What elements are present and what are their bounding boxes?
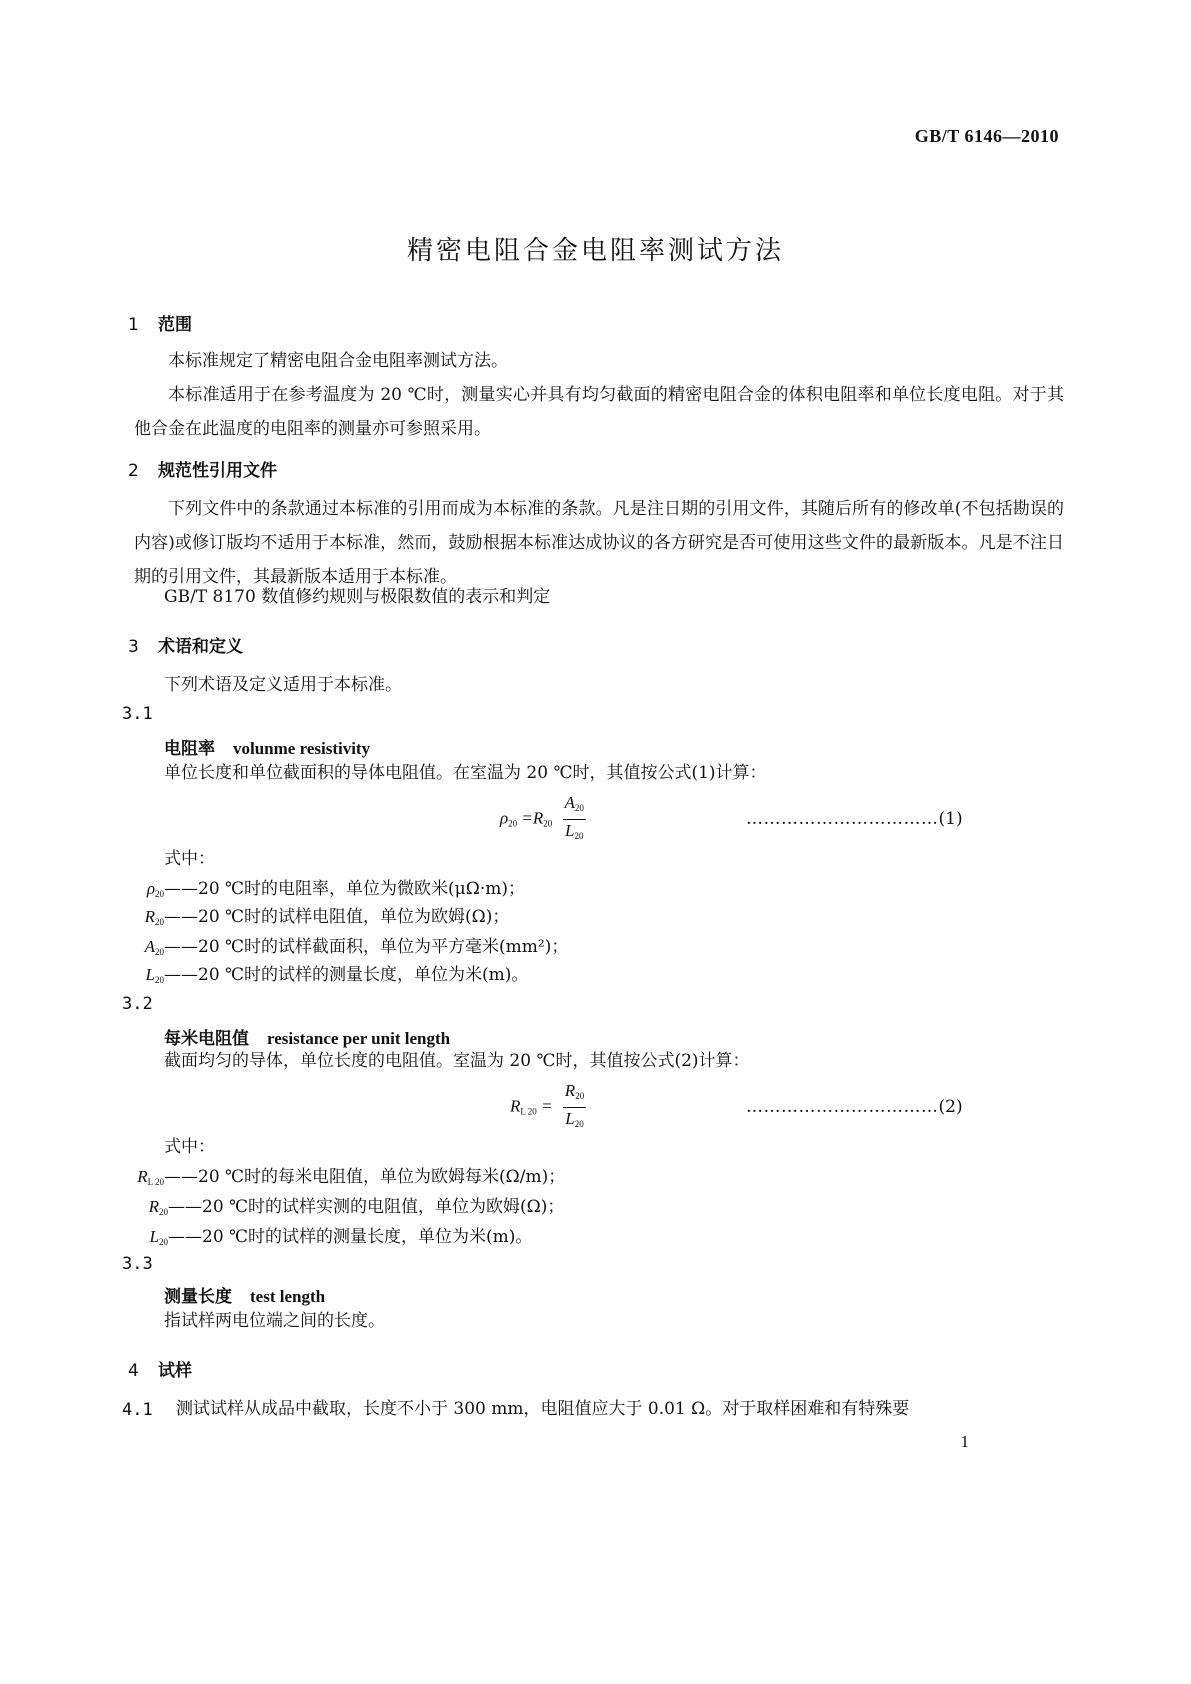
variable-symbol: L	[145, 965, 155, 984]
section-number: 3	[128, 637, 139, 657]
formula-fraction	[563, 792, 586, 847]
denominator-sub: 20	[574, 831, 584, 841]
section-title: 试样	[158, 1361, 192, 1381]
term-resistance-per-length-definition: 截面均匀的导体，单位长度的电阻值。室温为 20 ℃时，其值按公式(2)计算：	[164, 1051, 750, 1071]
formula-fraction	[563, 1080, 586, 1135]
section-title: 范围	[158, 315, 192, 335]
eq-number: (2)	[938, 1097, 963, 1117]
variable-description: ——20 ℃时的试样截面积，单位为平方毫米(mm²)；	[164, 937, 569, 957]
variable-description: ——20 ℃时的试样的测量长度，单位为米(m)。	[168, 1227, 533, 1247]
standard-code: GB/T 6146—2010	[914, 126, 1059, 146]
formula-lhs: ρ	[500, 808, 509, 828]
denominator: L	[565, 1109, 575, 1128]
eq-number: (1)	[938, 809, 963, 829]
section-3-heading	[128, 632, 243, 657]
variable-symbol: R	[148, 1197, 159, 1216]
variable-description: ——20 ℃时的每米电阻值，单位为欧姆每米(Ω/m)；	[164, 1167, 566, 1187]
numerator-sub: 20	[574, 803, 584, 813]
variable-symbol: R	[137, 1167, 148, 1186]
variable-description: ——20 ℃时的试样实测的电阻值，单位为欧姆(Ω)；	[168, 1197, 565, 1217]
where-label-1: 式中：	[164, 849, 215, 869]
clause-4-1-text: 测试试样从成品中截取，长度不小于 300 mm，电阻值应大于 0.01 Ω。对于取样困难和有特殊要	[176, 1399, 910, 1419]
formula-2	[510, 1080, 586, 1135]
where-label-2: 式中：	[164, 1137, 215, 1157]
formula-lhs: R	[510, 1096, 521, 1116]
section-number: 4	[128, 1361, 139, 1381]
section-number: 1	[128, 315, 139, 335]
section-2-heading	[128, 456, 277, 481]
term-test-length-definition: 指试样两电位端之间的长度。	[164, 1311, 385, 1331]
equation-number-1	[746, 802, 963, 836]
section-4-heading	[128, 1356, 192, 1381]
leader-dots: ……………………………	[746, 809, 939, 829]
term-cn: 每米电阻值	[164, 1029, 249, 1049]
variable-l20	[110, 958, 528, 997]
term-resistivity-definition: 单位长度和单位截面积的导体电阻值。在室温为 20 ℃时，其值按公式(1)计算：	[164, 763, 767, 783]
variable-sub: 20	[159, 1237, 168, 1247]
section-2-paragraph-1: 下列文件中的条款通过本标准的引用而成为本标准的条款。凡是注日期的引用文件，其随后所有的修改单(不包括勘误的内容)或修订版均不适用于本标准，然而，鼓励根据本标准达成协议的各方研究是否可使用这些文件的最新版本。凡是不注日期的引用文件，其最新版本适用于本标准。	[134, 499, 1064, 587]
clause-3-1-number: 3.1	[122, 704, 153, 724]
variable-symbol: R	[144, 907, 155, 926]
variable-sub: 20	[155, 975, 164, 985]
variable-sub: 20	[155, 947, 164, 957]
section-title: 术语和定义	[158, 637, 243, 657]
term-cn: 电阻率	[164, 739, 215, 759]
formula-eq: =	[541, 1096, 553, 1116]
term-en: test length	[250, 1287, 326, 1306]
equation-number-2	[746, 1090, 963, 1124]
variable-l20-length	[114, 1220, 532, 1259]
numerator: A	[564, 793, 575, 812]
variable-symbol: L	[149, 1227, 159, 1246]
term-en: volunme resistivity	[233, 739, 371, 758]
denominator: L	[564, 821, 575, 840]
numerator-sub: 20	[575, 1091, 585, 1101]
formula-lhs-sub: 20	[508, 818, 518, 829]
variable-sub: 20	[155, 889, 164, 899]
section-1-paragraph-2: 本标准适用于在参考温度为 20 ℃时，测量实心并具有均匀截面的精密电阻合金的体积电阻率和单位长度电阻。对于其他合金在此温度的电阻率的测量亦可参照采用。	[134, 385, 1064, 439]
section-3-paragraph-1: 下列术语及定义适用于本标准。	[164, 675, 402, 695]
variable-symbol: ρ	[146, 879, 155, 898]
section-number: 2	[128, 461, 139, 481]
formula-eq: =R	[521, 808, 544, 828]
section-1-paragraph-1: 本标准规定了精密电阻合金电阻率测试方法。	[168, 351, 508, 371]
variable-symbol: A	[144, 937, 155, 956]
variable-sub: L 20	[147, 1177, 164, 1187]
section-1-heading	[128, 310, 192, 335]
variable-sub: 20	[155, 917, 164, 927]
formula-1	[500, 792, 586, 847]
clause-4-1-number: 4.1	[122, 1400, 153, 1420]
clause-3-3-number: 3.3	[122, 1254, 153, 1274]
variable-description: ——20 ℃时的电阻率，单位为微欧米(μΩ·m)；	[164, 879, 525, 899]
page-number: 1	[960, 1432, 969, 1451]
leader-dots: ……………………………	[746, 1097, 939, 1117]
variable-description: ——20 ℃时的试样的测量长度，单位为米(m)。	[164, 965, 529, 985]
document-title: 精密电阻合金电阻率测试方法	[406, 236, 784, 266]
formula-eq-sub: 20	[543, 818, 553, 829]
denominator-sub: 20	[574, 1119, 584, 1129]
clause-3-2-number: 3.2	[122, 994, 153, 1014]
normative-reference: GB/T 8170 数值修约规则与极限数值的表示和判定	[164, 587, 551, 607]
term-cn: 测量长度	[164, 1287, 232, 1307]
term-en: resistance per unit length	[267, 1029, 451, 1048]
formula-lhs-sub: L 20	[520, 1106, 537, 1117]
numerator: R	[564, 1081, 576, 1100]
variable-sub: 20	[159, 1207, 168, 1217]
variable-description: ——20 ℃时的试样电阻值，单位为欧姆(Ω)；	[164, 907, 510, 927]
section-title: 规范性引用文件	[158, 461, 277, 481]
